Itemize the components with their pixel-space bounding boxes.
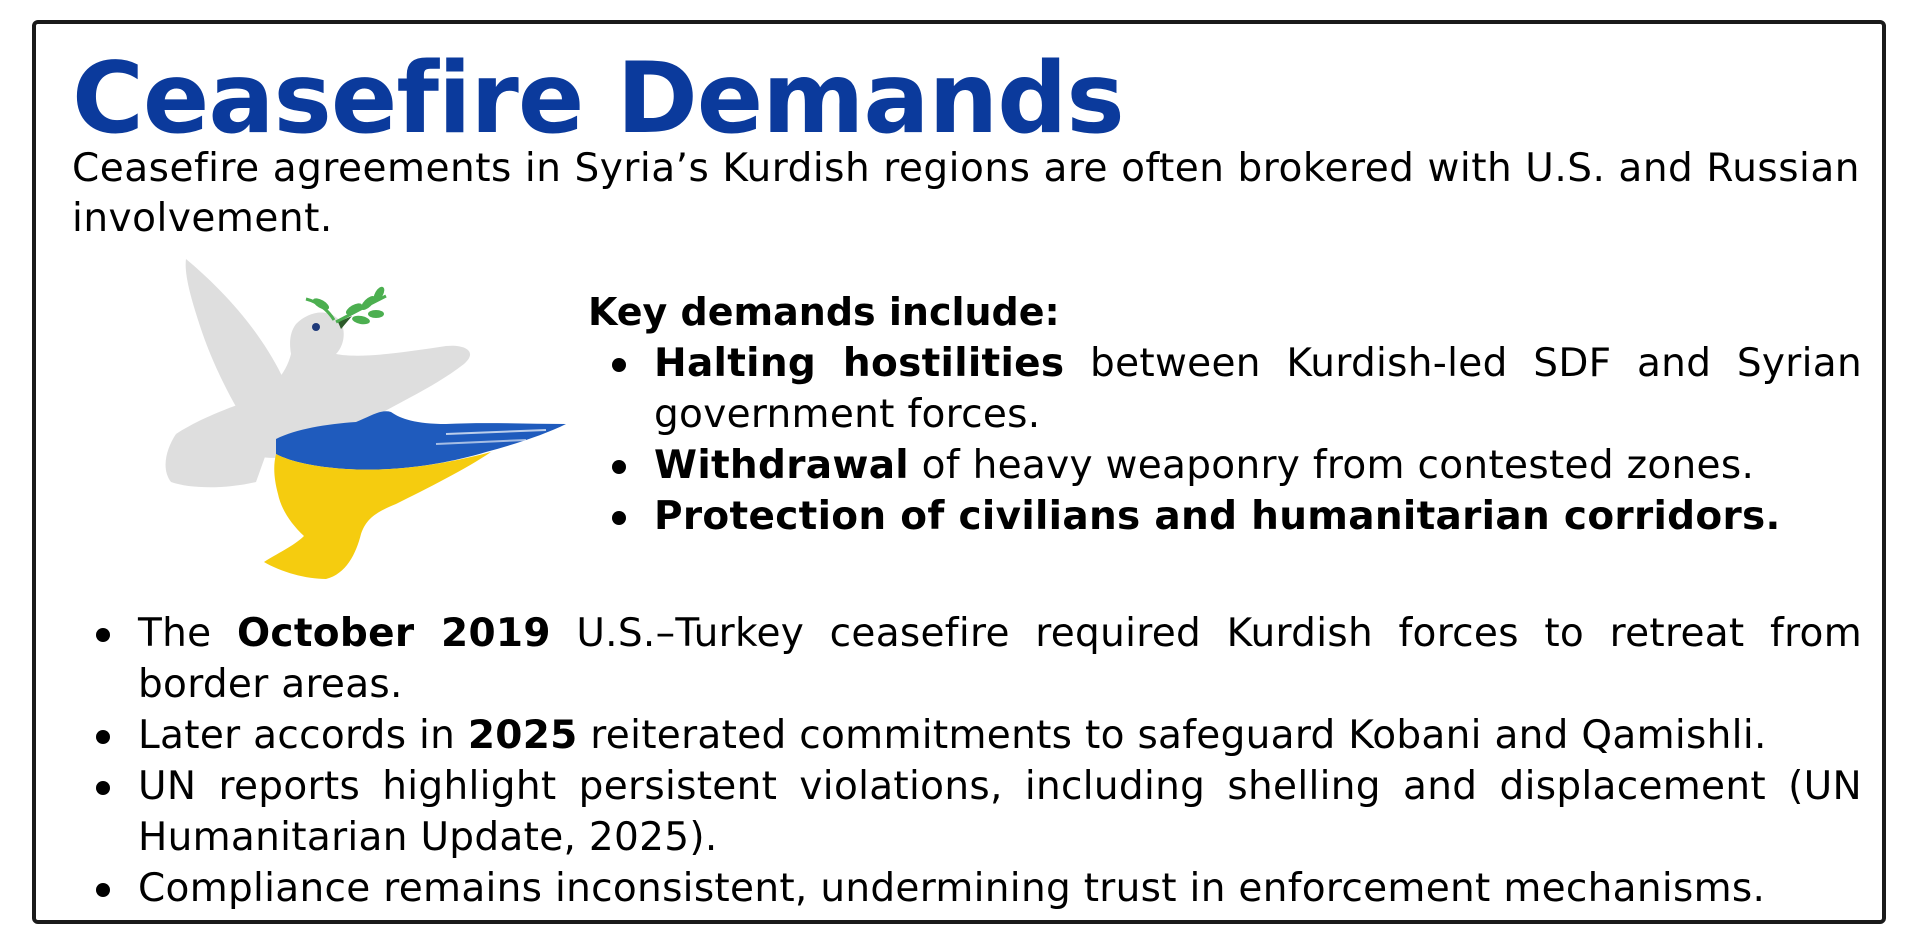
list-item-bold: Withdrawal <box>654 443 909 488</box>
list-item-text: U.S.–Turkey ceasefire required Kurdish forces to retreat from border areas. <box>138 611 1862 707</box>
list-item-bold: October 2019 <box>236 611 551 656</box>
list-item <box>588 338 1862 440</box>
list-item-bold: Halting hostilities <box>654 341 1065 386</box>
slide-frame <box>32 20 1886 924</box>
yellow-dove-body <box>264 452 491 579</box>
key-demands-heading: Key demands include: <box>588 290 1060 334</box>
list-item-bold: Protection of civilians and humanitarian corridors. <box>654 494 1781 539</box>
key-demands-section <box>588 286 1862 542</box>
list-item-text: UN reports highlight persistent violations, including shelling and displacement (UN Humanitarian Update, 2025). <box>138 764 1862 860</box>
intro-paragraph: Ceasefire agreements in Syria’s Kurdish regions are often brokered with U.S. and Russian involvement. <box>72 146 1860 241</box>
list-item-text: Compliance remains inconsistent, undermining trust in enforcement mechanisms. <box>138 866 1766 911</box>
key-demands-list <box>588 338 1862 542</box>
list-item-text: reiterated commitments to safeguard Kobani and Qamishli. <box>577 713 1767 758</box>
list-item-text: between Kurdish-led SDF and Syrian government forces. <box>654 341 1862 437</box>
list-item-text: Later accords in <box>138 713 468 758</box>
ceasefire-points-list <box>72 608 1862 914</box>
list-item <box>588 491 1862 542</box>
list-item <box>72 608 1862 710</box>
dove-eye <box>312 323 320 331</box>
list-item-bold: 2025 <box>467 713 578 758</box>
list-item <box>72 710 1862 761</box>
peace-dove-icon <box>146 254 586 584</box>
list-item-text: of heavy weaponry from contested zones. <box>908 443 1755 488</box>
list-item <box>72 761 1862 863</box>
list-item <box>72 863 1862 914</box>
list-item <box>588 440 1862 491</box>
ceasefire-points-section <box>72 608 1862 914</box>
slide-title: Ceasefire Demands <box>72 42 1124 156</box>
list-item-text: The <box>138 611 237 656</box>
